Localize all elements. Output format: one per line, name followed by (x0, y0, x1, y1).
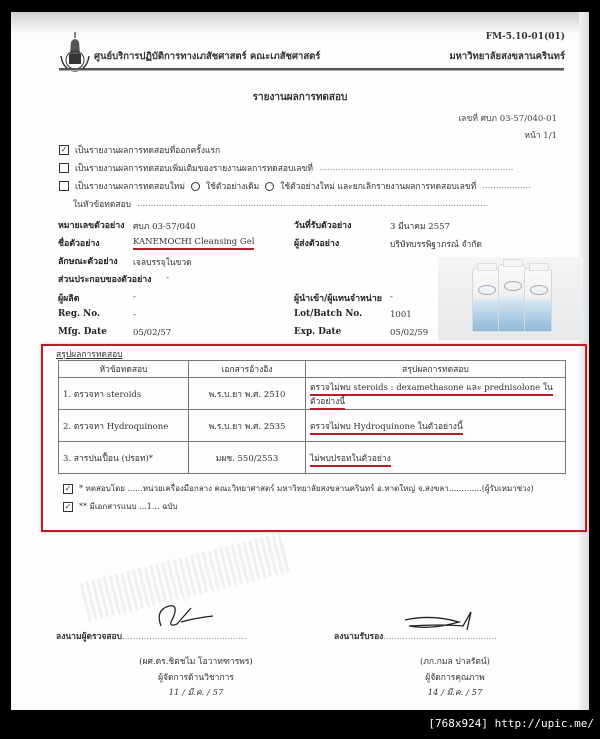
manufacturer-value: - (133, 292, 136, 302)
test-cell: 2. ตรวจหา Hydroquinone (59, 410, 189, 442)
option-label: เป็นรายงานผลการทดสอบใหม่ (75, 182, 186, 192)
inspector-role: ผู้จัดการด้านวิชาการ (158, 673, 234, 683)
mfg-date-label: Mfg. Date (58, 327, 107, 337)
note-attachment (63, 500, 178, 513)
table-header-row (59, 361, 566, 378)
exp-date-value: 05/02/59 (390, 328, 429, 338)
approver-role: ผู้จัดการคุณภาพ (425, 673, 485, 683)
inspector-name: (ผศ.ดร.ชิตชไม โอวาทฑารพร) (139, 657, 253, 667)
note-subcontractor (63, 482, 534, 495)
label-text: ลงนามผู้ตรวจสอบ (56, 632, 123, 642)
table-row (59, 378, 566, 410)
checkbox-empty-icon (59, 181, 69, 191)
page-number: หน้า 1/1 (524, 131, 557, 141)
received-date-value: 3 มีนาคม 2557 (390, 222, 450, 232)
sample-no-label: หมายเลขตัวอย่าง (58, 221, 125, 231)
manufacturer-label: ผู้ผลิต (58, 294, 80, 304)
header-divider (59, 68, 564, 71)
result-text: ตรวจไม่พบ steroids : dexamethasone และ prednisolone ในตัวอย่างนี้ (310, 383, 553, 410)
sender-label: ผู้ส่งตัวอย่าง (294, 239, 340, 249)
approver-date: 14 / มี.ค. / 57 (427, 688, 483, 698)
reg-no-label: Reg. No. (58, 309, 100, 319)
report-type-continuation (73, 197, 488, 211)
report-number: เลขที่ ศบภ 03-57/040-01 (458, 114, 557, 124)
result-text: ตรวจไม่พบ Hydroquinone ในตัวอย่างนี้ (310, 422, 463, 435)
sample-name-value: KANEMOCHI Cleansing Gel (133, 237, 254, 250)
continuation-label: ในหัวข้อทดสอบ (73, 200, 132, 210)
importer-label: ผู้นำเข้า/ผู้แทนจำหน่าย (294, 294, 382, 304)
approver-signature-label: ลงนามรับรอง.......................................... (334, 632, 497, 642)
tube-icon (498, 264, 526, 332)
scan-shadow (11, 12, 589, 34)
report-type-option-first (59, 143, 220, 157)
test-cell: 3. สารปนเปื้อน (ปรอท)* (59, 442, 189, 474)
importer-value: - (390, 292, 393, 302)
fill-line: ........................................................................ (318, 163, 514, 173)
lot-label: Lot/Batch No. (294, 309, 363, 319)
radio-empty-icon (265, 182, 274, 191)
sample-name-label: ชื่อตัวอย่าง (58, 239, 100, 249)
reference-cell: มผช. 550/2553 (189, 442, 306, 474)
sample-no-value: ศบภ 03-57/040 (133, 222, 196, 232)
col-header-test: หัวข้อทดสอบ (59, 361, 189, 378)
result-text: ไม่พบปรอทในตัวอย่าง (310, 454, 391, 467)
test-cell: 1. ตรวจหา steroids (59, 378, 189, 410)
composition-value: - (166, 273, 169, 283)
report-title: รายงานผลการทดสอบ (252, 92, 348, 103)
inspector-signature-label: ลงนามผู้ตรวจสอบ.............................................. (56, 632, 247, 642)
reference-cell: พ.ร.บ.ยา พ.ศ. 2510 (189, 378, 306, 410)
label-text: ลงนามรับรอง (334, 632, 384, 642)
report-type-option-new (59, 179, 531, 193)
inspector-signature-icon (151, 600, 221, 632)
results-table (58, 360, 566, 474)
checkbox-checked-icon: ✓ (64, 483, 72, 493)
composition-label: ส่วนประกอบของตัวอย่าง (58, 275, 152, 285)
radio-label: ใช้ตัวอย่างใหม่ และยกเลิกรายงานผลการทดสอบเลขที่ (280, 182, 477, 192)
mfg-date-value: 05/02/57 (133, 328, 172, 338)
appearance-label: ลักษณะตัวอย่าง (58, 257, 118, 267)
appearance-value: เจลบรรจุในขวด (133, 258, 192, 268)
note-text: ** มีเอกสารแนบ ...1... ฉบับ (79, 502, 178, 511)
result-cell (306, 442, 566, 474)
summary-heading: สรุปผลการทดสอบ (56, 350, 123, 360)
col-header-result: สรุปผลการทดสอบ (306, 361, 566, 378)
reference-cell: พ.ร.บ.ยา พ.ศ. 2535 (189, 410, 306, 442)
reg-no-value: - (133, 310, 136, 320)
col-header-reference: เอกสารอ้างอิง (189, 361, 306, 378)
result-cell (306, 378, 566, 410)
checkbox-empty-icon (59, 163, 69, 173)
table-row (59, 442, 566, 474)
tube-icon (472, 268, 500, 332)
tube-icon (524, 268, 552, 332)
report-type-option-additional (59, 161, 513, 175)
radio-label: ใช้ตัวอย่างเดิม (206, 182, 260, 192)
inspector-date: 11 / มี.ค. / 57 (168, 688, 224, 698)
sender-value: บริษัทบรรพิฐาภรณ์ จำกัด (390, 240, 482, 250)
product-tubes-photo (438, 257, 583, 340)
option-label: เป็นรายงานผลการทดสอบเพิ่มเติมของรายงานผลการทดสอบเลขที่ (75, 164, 313, 174)
document-page (11, 12, 589, 710)
approver-name: (ภก.กมล ปาลรัตน์) (419, 657, 491, 667)
checkbox-checked-icon: ✓ (64, 501, 72, 511)
table-row (59, 410, 566, 442)
university-name: มหาวิทยาลัยสงขลานครินทร์ (449, 51, 565, 62)
result-cell (306, 410, 566, 442)
image-host-watermark: [768x924] http://upic.me/ (428, 717, 594, 730)
fill-line: .................. (482, 181, 531, 191)
fill-line: .................................................................................................................................. (137, 199, 489, 209)
radio-empty-icon (191, 182, 200, 191)
lab-name: ศูนย์บริการปฏิบัติการทางเภสัชศาสตร์ คณะเภสัชศาสตร์ (94, 51, 321, 62)
lot-value: 1001 (390, 310, 412, 320)
option-label: เป็นรายงานผลการทดสอบที่ออกครั้งแรก (75, 146, 221, 156)
form-code: FM-5.10-01(01) (485, 32, 565, 42)
received-date-label: วันที่รับตัวอย่าง (294, 221, 352, 231)
note-text: * ทดสอบโดย ......หน่วยเครื่องมือกลาง คณะวิทยาศาสตร์ มหาวิทยาลัยสงขลานครินทร์ อ.หาดใหญ่ จ.สงขลา.............(ผู้รับเหมาช่วง) (79, 484, 534, 493)
checkbox-checked-icon: ✓ (60, 145, 68, 154)
exp-date-label: Exp. Date (294, 327, 342, 337)
